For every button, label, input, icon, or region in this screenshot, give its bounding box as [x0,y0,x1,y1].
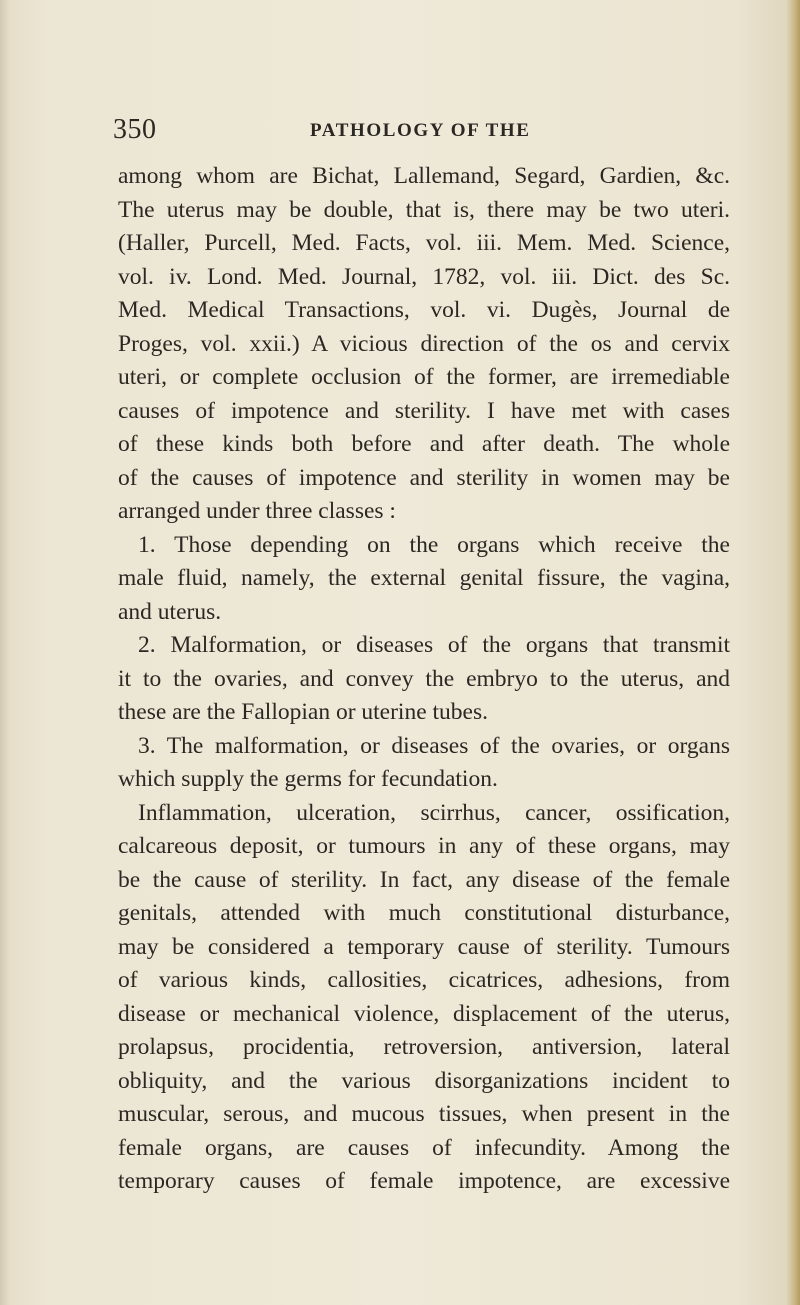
text-line: Med. Medical Transactions, vol. vi. Dugès, Journal de [118,297,730,323]
page-gutter-shadow [0,0,10,1305]
text-line: female organs, are causes of infecundity. Among the [118,1134,730,1161]
text-line: these are the Fallopian or uterine tubes. [118,699,488,725]
text-line: among whom are Bichat, Lallemand, Segard, Gardien, &c. [118,163,730,189]
text-line: of the causes of impotence and sterility in women may be [118,464,730,491]
text-line: may be considered a temporary cause of sterility. Tumours [118,933,730,960]
text-line: be the cause of sterility. In fact, any disease of the female [118,866,730,893]
text-line: muscular, serous, and mucous tissues, when present in the [118,1101,730,1127]
text-line: temporary causes of female impotence, are excessive [118,1168,730,1194]
text-line: 3. The malformation, or diseases of the ovaries, or organs [138,732,730,759]
text-line: and uterus. [118,598,222,625]
text-line: it to the ovaries, and convey the embryo to the uterus, and [118,665,730,692]
page-edge-discoloration [786,0,800,1305]
text-line: causes of impotence and sterility. I have met with cases [118,397,730,424]
text-line: male fluid, namely, the external genital fissure, the vagina, [118,565,730,591]
text-line: of these kinds both before and after death. The whole [118,431,730,457]
text-line: Inflammation, ulceration, scirrhus, cancer, ossification, [138,799,730,826]
page-header [113,112,723,148]
text-line: vol. iv. Lond. Med. Journal, 1782, vol. iii. Dict. des Sc. [118,263,730,290]
body-text [118,160,730,1199]
text-line: of various kinds, callosities, cicatrices, adhesions, from [118,967,730,993]
text-line: arranged under three classes : [118,498,396,524]
text-line: genitals, attended with much constitutional disturbance, [118,900,730,926]
text-line: prolapsus, procidentia, retroversion, antiversion, lateral [118,1034,730,1060]
text-line: 2. Malformation, or diseases of the organs that transmit [138,632,730,658]
text-line: disease or mechanical violence, displacement of the uterus, [118,1000,730,1027]
page-number: 350 [113,114,157,145]
text-line: which supply the germs for fecundation. [118,766,498,792]
text-line: Proges, vol. xxii.) A vicious direction of the os and cervix [118,330,730,357]
text-line: calcareous deposit, or tumours in any of these organs, may [118,833,730,859]
running-head: PATHOLOGY OF THE [310,120,531,141]
text-line: obliquity, and the various disorganizations incident to [118,1067,730,1094]
text-line: The uterus may be double, that is, there may be two uteri. [118,196,730,223]
text-line: 1. Those depending on the organs which receive the [138,531,730,558]
text-line: (Haller, Purcell, Med. Facts, vol. iii. Mem. Med. Science, [118,230,730,256]
text-line: uteri, or complete occlusion of the former, are irremediable [118,364,730,390]
